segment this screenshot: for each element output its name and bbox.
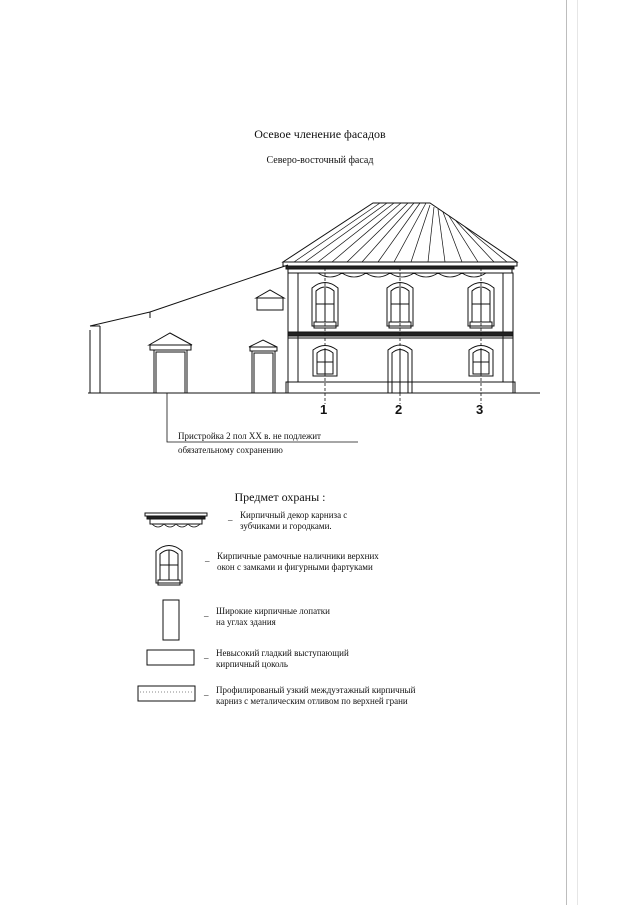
annex-door-right [249,340,277,393]
legend-item-2-line1: Кирпичные рамочные наличники верхних [217,551,379,561]
legend-dash-1: _ [228,512,233,522]
legend-dash-2: _ [205,553,210,563]
axis-label-1: 1 [320,402,328,417]
annex-door-left [149,333,192,393]
annex-dormer [256,290,284,310]
legend-item-1-line1: Кирпичный декор карниза с [240,510,348,520]
axis-label-3: 3 [476,402,484,417]
legend-item-3-line2: на углах здания [216,617,276,627]
drawing-subtitle: Северо-восточный фасад [266,155,374,166]
drawing-title: Осевое членение фасадов [254,127,386,141]
legend-item-3-line1: Широкие кирпичные лопатки [216,606,330,616]
legend-dash-5: _ [204,687,209,697]
legend-dash-3: _ [204,608,209,618]
legend-item-4-line2: кирпичный цоколь [216,659,288,669]
legend-item-2-line2: окон с замками и фигурными фартуками [217,562,373,572]
belt-cornice-icon [138,686,195,701]
legend-item-5-line2: карниз с металическим отливом по верхней грани [216,696,408,706]
annex-note-line1: Пристройка 2 пол XX в. не подлежит [178,431,321,441]
legend-item-5-line1: Профилированый узкий междуэтажный кирпичный [216,685,416,695]
annex-note-line2: обязательному сохранению [178,445,283,455]
legend-dash-4: _ [204,650,209,660]
window-frame-icon [156,546,182,586]
annex [90,265,288,393]
axis-label-2: 2 [395,402,403,417]
legend-item-1-line2: зубчиками и городками. [240,521,332,531]
cornice-icon [145,513,207,527]
plinth-icon [147,650,194,665]
legend-heading: Предмет охраны : [234,490,326,504]
pilaster-icon [163,600,179,640]
legend-item-4-line1: Невысокий гладкий выступающий [216,648,349,658]
